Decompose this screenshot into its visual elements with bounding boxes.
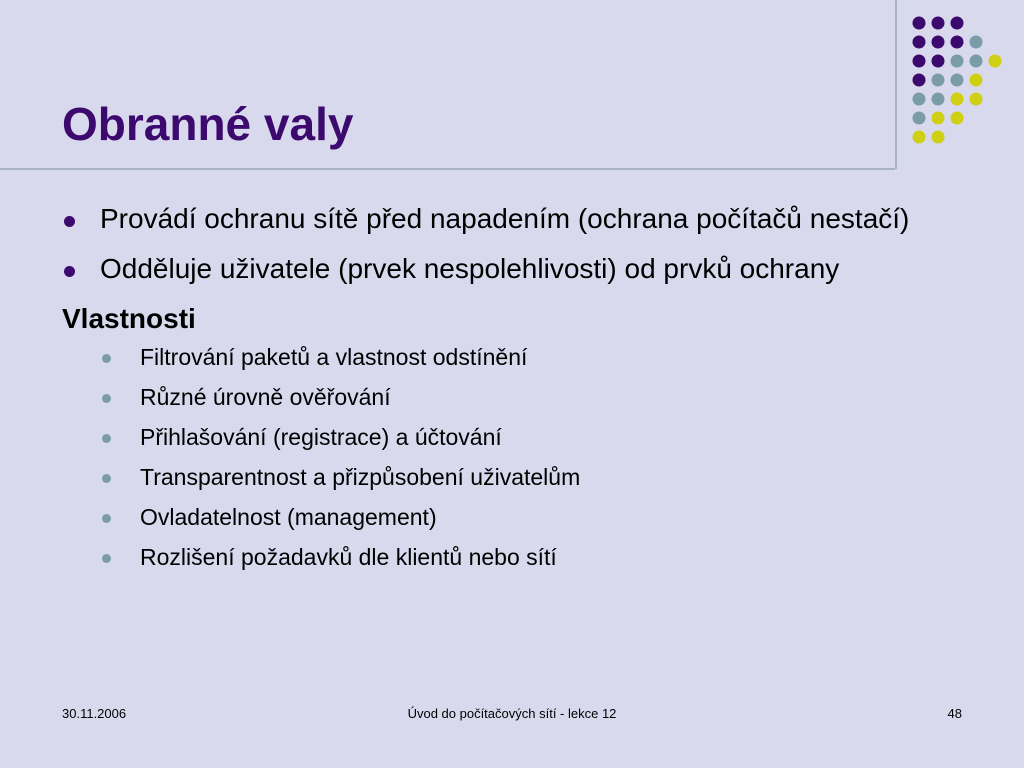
sub-bullet-list bbox=[100, 342, 982, 572]
header-divider-horizontal bbox=[0, 168, 895, 170]
sub-bullet-dot-icon bbox=[102, 554, 111, 563]
deco-dot bbox=[932, 74, 945, 87]
bullet-text: Provádí ochranu sítě před napadením (ochrana počítačů nestačí) bbox=[100, 203, 910, 234]
bullet-item bbox=[62, 200, 982, 238]
sub-bullet-text: Přihlašování (registrace) a účtování bbox=[140, 424, 502, 450]
slide-title: Obranné valy bbox=[62, 98, 354, 150]
sub-bullet-text: Různé úrovně ověřování bbox=[140, 384, 391, 410]
decorative-dot-grid bbox=[900, 8, 1020, 148]
deco-dot bbox=[970, 93, 983, 106]
sub-bullet-item bbox=[100, 342, 982, 372]
footer-date: 30.11.2006 bbox=[62, 706, 127, 721]
deco-dot bbox=[913, 17, 926, 30]
deco-dot bbox=[932, 55, 945, 68]
sub-bullet-dot-icon bbox=[102, 354, 111, 363]
bullet-dot-icon bbox=[64, 216, 75, 227]
deco-dot bbox=[913, 93, 926, 106]
deco-dot bbox=[913, 74, 926, 87]
footer-course-title: Úvod do počítačových sítí - lekce 12 bbox=[407, 706, 617, 721]
deco-dot bbox=[913, 112, 926, 125]
deco-dot bbox=[932, 112, 945, 125]
deco-dot bbox=[913, 131, 926, 144]
deco-dot bbox=[932, 93, 945, 106]
sub-bullet-text: Filtrování paketů a vlastnost odstínění bbox=[140, 344, 528, 370]
deco-dot bbox=[989, 55, 1002, 68]
sub-bullet-dot-icon bbox=[102, 474, 111, 483]
slide-content bbox=[62, 200, 982, 582]
sub-bullet-item bbox=[100, 542, 982, 572]
deco-dot bbox=[951, 112, 964, 125]
deco-dot bbox=[951, 17, 964, 30]
deco-dot bbox=[951, 93, 964, 106]
deco-dot bbox=[970, 36, 983, 49]
footer-page-number: 48 bbox=[947, 706, 962, 721]
deco-dot bbox=[932, 17, 945, 30]
bullet-text: Odděluje uživatele (prvek nespolehlivosti) od prvků ochrany bbox=[100, 253, 840, 284]
deco-dot bbox=[970, 55, 983, 68]
sub-bullet-item bbox=[100, 422, 982, 452]
deco-dot bbox=[951, 36, 964, 49]
bullet-item bbox=[62, 250, 982, 288]
deco-dot bbox=[970, 74, 983, 87]
sub-bullet-text: Transparentnost a přizpůsobení uživatelům bbox=[140, 464, 581, 490]
deco-dot bbox=[913, 55, 926, 68]
sub-bullet-item bbox=[100, 462, 982, 492]
deco-dot bbox=[951, 55, 964, 68]
deco-dot bbox=[932, 131, 945, 144]
sub-bullet-dot-icon bbox=[102, 434, 111, 443]
deco-dot bbox=[951, 74, 964, 87]
section-heading: Vlastnosti bbox=[62, 303, 196, 334]
header-divider-vertical bbox=[895, 0, 897, 169]
bullet-dot-icon bbox=[64, 266, 75, 277]
sub-bullet-dot-icon bbox=[102, 514, 111, 523]
deco-dot bbox=[932, 36, 945, 49]
sub-bullet-item bbox=[100, 382, 982, 412]
sub-bullet-text: Ovladatelnost (management) bbox=[140, 504, 437, 530]
sub-bullet-text: Rozlišení požadavků dle klientů nebo sítí bbox=[140, 544, 557, 570]
deco-dot bbox=[913, 36, 926, 49]
sub-bullet-item bbox=[100, 502, 982, 532]
sub-bullet-dot-icon bbox=[102, 394, 111, 403]
